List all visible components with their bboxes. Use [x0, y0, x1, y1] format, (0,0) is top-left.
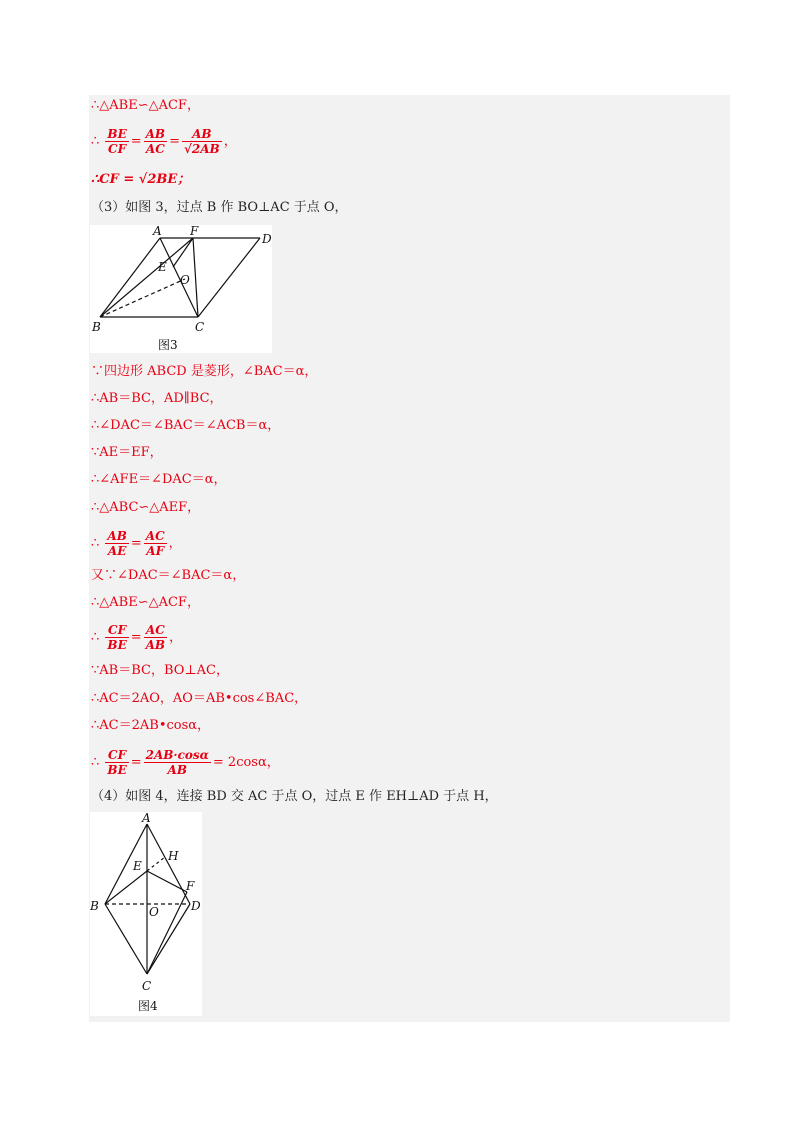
fraction-ab-ac: $\frac{AB}{AC}$ [145, 127, 166, 156]
line-16: ∴AC＝2AO，AO＝AB•cos∠BAC， [91, 691, 308, 706]
fraction-cf-be-2: $\frac{CF}{BE}$ [107, 748, 127, 777]
fraction-ac-af: $\frac{AC}{AF}$ [145, 529, 165, 558]
fig4-point-e: E [133, 859, 142, 873]
fig4-point-b: B [90, 899, 99, 913]
line-2: ∴ $\frac{BE}{CF}$ = $\frac{AB}{AC}$ = $\frac{AB}{√2AB}$ ， [91, 127, 237, 156]
fig4-point-o: O [149, 905, 159, 919]
line-18: ∴ $\frac{CF}{BE}$ = $\frac{2AB\cdot\cos\alpha}{AB}$ = 2cosα， [91, 748, 280, 777]
line-15: ∵AB＝BC，BO⊥AC， [91, 663, 229, 678]
fig3-point-a: A [153, 225, 162, 238]
fig3-caption: 图3 [158, 338, 178, 352]
figure-4 [90, 812, 202, 1016]
fig4-point-c: C [142, 979, 152, 993]
line-17: ∴AC＝2AB•cosα， [91, 718, 211, 733]
line-19-part4-heading: （4）如图 4，连接 BD 交 AC 于点 O，过点 E 作 EH⊥AD 于点 H， [91, 789, 498, 804]
line-13: ∴△ABE∽△ACF， [91, 595, 200, 610]
fig4-point-a: A [142, 812, 151, 825]
line-10: ∴△ABC∽△AEF， [91, 500, 201, 515]
fraction-ab-ae: $\frac{AB}{AE}$ [107, 529, 127, 558]
fraction-2abcos-ab: $\frac{2AB\cdot\cos\alpha}{AB}$ [145, 748, 209, 777]
fig3-point-b: B [92, 320, 101, 334]
fig4-point-d: D [191, 899, 201, 913]
line-5: ∵四边形 ABCD 是菱形，∠BAC＝α， [91, 364, 318, 379]
fig4-point-f: F [186, 879, 195, 893]
line-14: ∴ $\frac{CF}{BE}$ = $\frac{AC}{AB}$ ， [91, 623, 183, 652]
fig3-point-d: D [262, 232, 272, 246]
line-11: ∴ $\frac{AB}{AE}$ = $\frac{AC}{AF}$ ， [91, 529, 182, 558]
line-4-part3-heading: （3）如图 3，过点 B 作 BO⊥AC 于点 O， [91, 200, 348, 215]
line-1: ∴△ABE∽△ACF， [91, 98, 200, 113]
line-6: ∴AB＝BC，AD∥BC， [91, 391, 223, 406]
fig3-point-c: C [195, 320, 205, 334]
line-8: ∵AE＝EF， [91, 445, 163, 460]
line-9: ∴∠AFE＝∠DAC＝α， [91, 472, 227, 487]
line-3: ∴CF = √2BE； [91, 172, 191, 187]
fraction-ac-ab: $\frac{AC}{AB}$ [145, 623, 166, 652]
fraction-be-cf: $\frac{BE}{CF}$ [107, 127, 127, 156]
fig3-point-f: F [190, 225, 199, 238]
therefore-symbol: ∴ [91, 134, 100, 149]
line-12: 又∵∠DAC＝∠BAC＝α， [91, 568, 246, 583]
fig3-point-e: E [158, 260, 167, 274]
fig4-point-h: H [168, 849, 179, 863]
fraction-cf-be: $\frac{CF}{BE}$ [107, 623, 127, 652]
fig3-point-o: O [180, 273, 190, 287]
fraction-ab-root2ab: $\frac{AB}{√2AB}$ [183, 127, 220, 156]
figure-3 [90, 225, 272, 353]
line-7: ∴∠DAC＝∠BAC＝∠ACB＝α， [91, 418, 281, 433]
fig4-caption: 图4 [138, 999, 158, 1013]
